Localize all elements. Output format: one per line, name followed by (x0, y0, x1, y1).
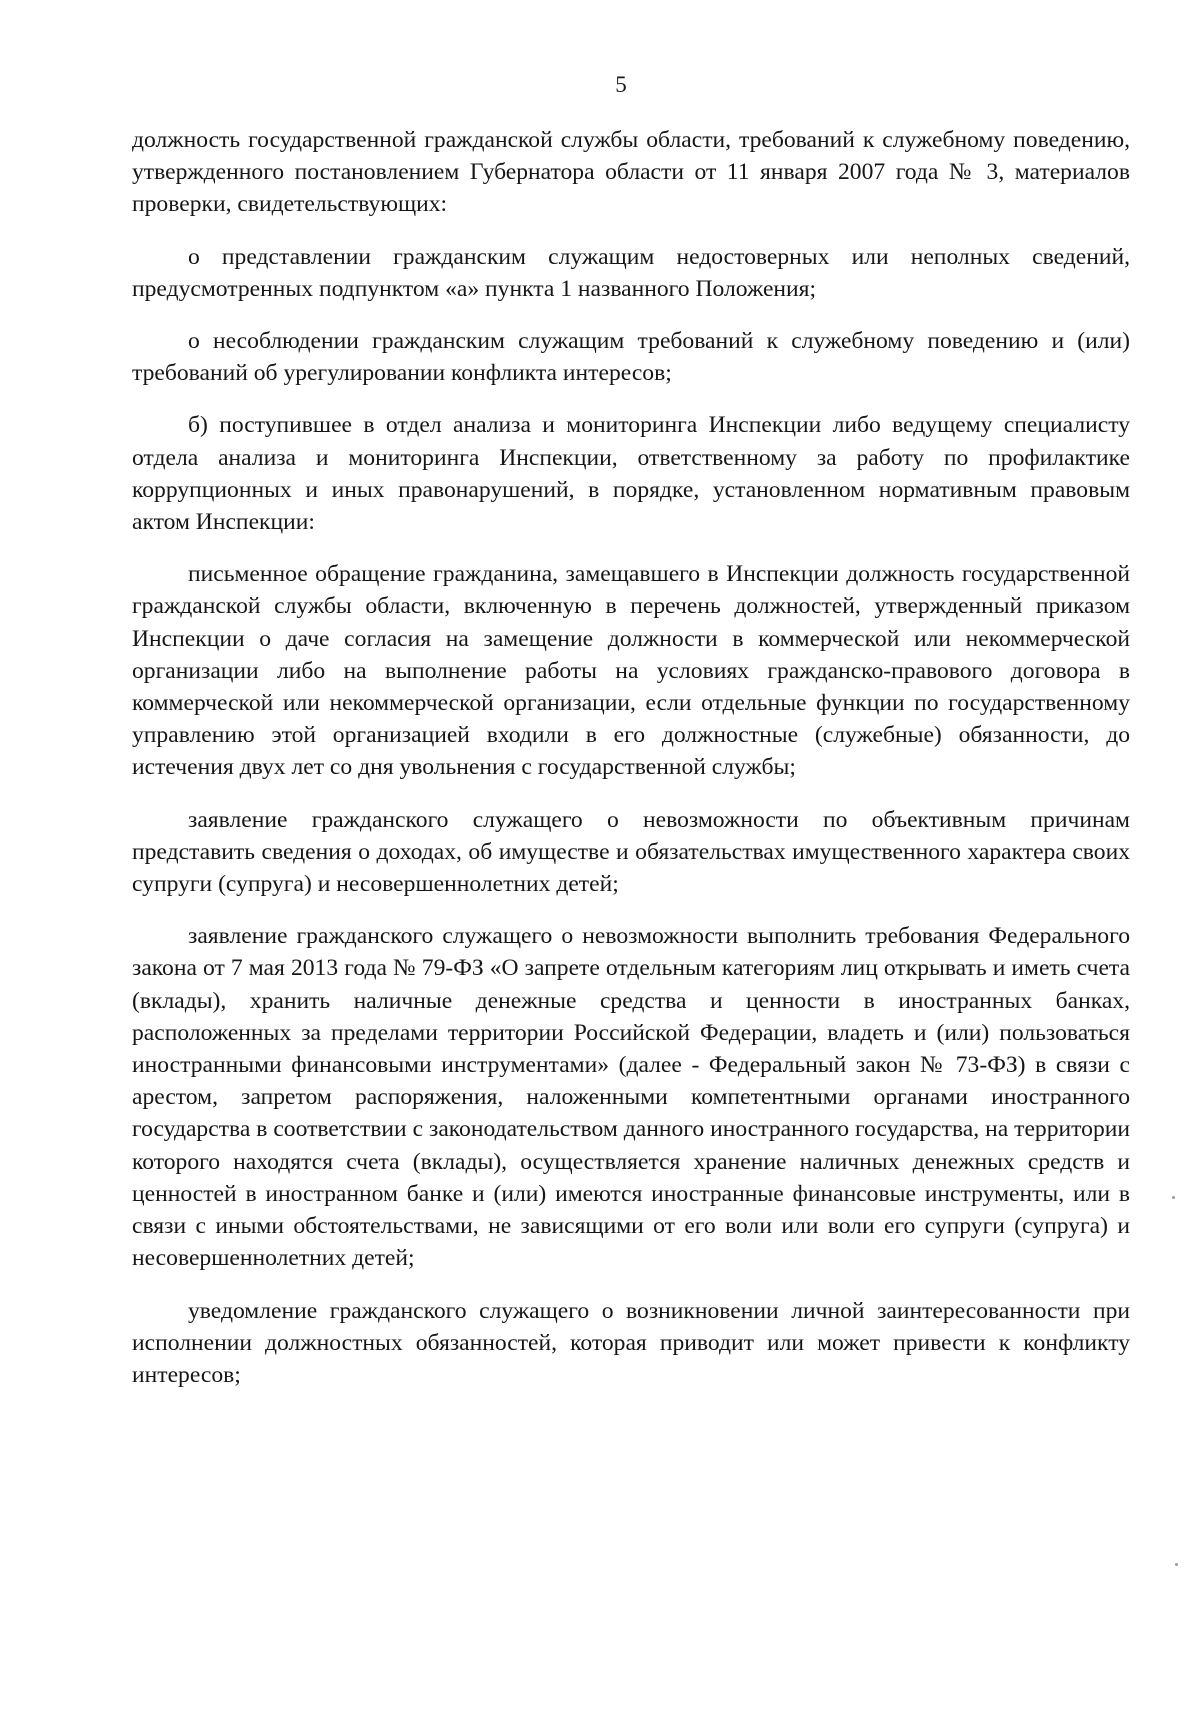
paragraph-statement-income: заявление гражданского служащего о невозможности по объективным причинам представить сведения о доходах, об имуществе и обязательствах имущественного характера своих супруги (супруга) и несовершеннолетних детей; (132, 806, 1130, 898)
paragraph-item-b: б) поступившее в отдел анализа и мониторинга Инспекции либо ведущему специалисту отдела анализа и мониторинга Инспекции, ответственному за работу по профилактике коррупционных и иных правонарушений, в порядке, установленном нормативным правовым актом Инспекции: (132, 412, 1130, 536)
paragraph-non-compliance: о несоблюдении гражданским служащим требований к служебному поведению и (или) требований об урегулировании конфликта интересов; (132, 328, 1130, 387)
paragraph-continuation: должность государственной гражданской службы области, требований к служебному поведению, утвержденного постановлением Губернатора области от 11 января 2007 года № 3, материалов проверки, свидетельствующих: (132, 127, 1130, 218)
scan-speck (1175, 1563, 1178, 1566)
paragraph-false-information: о представлении гражданским служащим недостоверных или неполных сведений, предусмотренных подпунктом «а» пункта 1 названного Положения; (132, 243, 1130, 302)
paragraph-statement-federal-law: заявление гражданского служащего о невозможности выполнить требования Федерального закона от 7 мая 2013 года № 79-ФЗ «О запрете отдельным категориям лиц открывать и иметь счета (вклады), хранить наличные денежные средства и ценности в иностранных банках, расположенных за пределами территории Российской Федерации, владеть и (или) пользоваться иностранными финансовыми инструментами» (далее - Федеральный закон № 73-ФЗ) в связи с арестом, запретом распоряжения, наложенными компетентными органами иностранного государства в соответствии с законодательством данного иностранного государства, на территории которого находятся счета (вклады), осуществляется хранение наличных денежных средств и ценностей в иностранном банке и (или) имеются иностранные финансовые инструменты, или в связи с иными обстоятельствами, не зависящими от его воли или воли его супруги (супруга) и несовершеннолетних детей; (132, 923, 1130, 1272)
paragraph-written-appeal: письменное обращение гражданина, замещавшего в Инспекции должность государственной гражданской службы области, включенную в перечень должностей, утвержденный приказом Инспекции о даче согласия на замещение должности в коммерческой или некоммерческой организации либо на выполнение работы на условиях гражданско-правового договора в коммерческой или некоммерческой организации, если отдельные функции по государственному управлению этой организацией входили в его должностные (служебные) обязанности, до истечения двух лет со дня увольнения с государственной службы; (132, 561, 1130, 781)
paragraph-notification-interest: уведомление гражданского служащего о возникновении личной заинтересованности при исполнении должностных обязанностей, которая приводит или может привести к конфликту интересов; (132, 1297, 1130, 1388)
scan-speck (1172, 1196, 1175, 1199)
page-number: 5 (615, 72, 627, 97)
